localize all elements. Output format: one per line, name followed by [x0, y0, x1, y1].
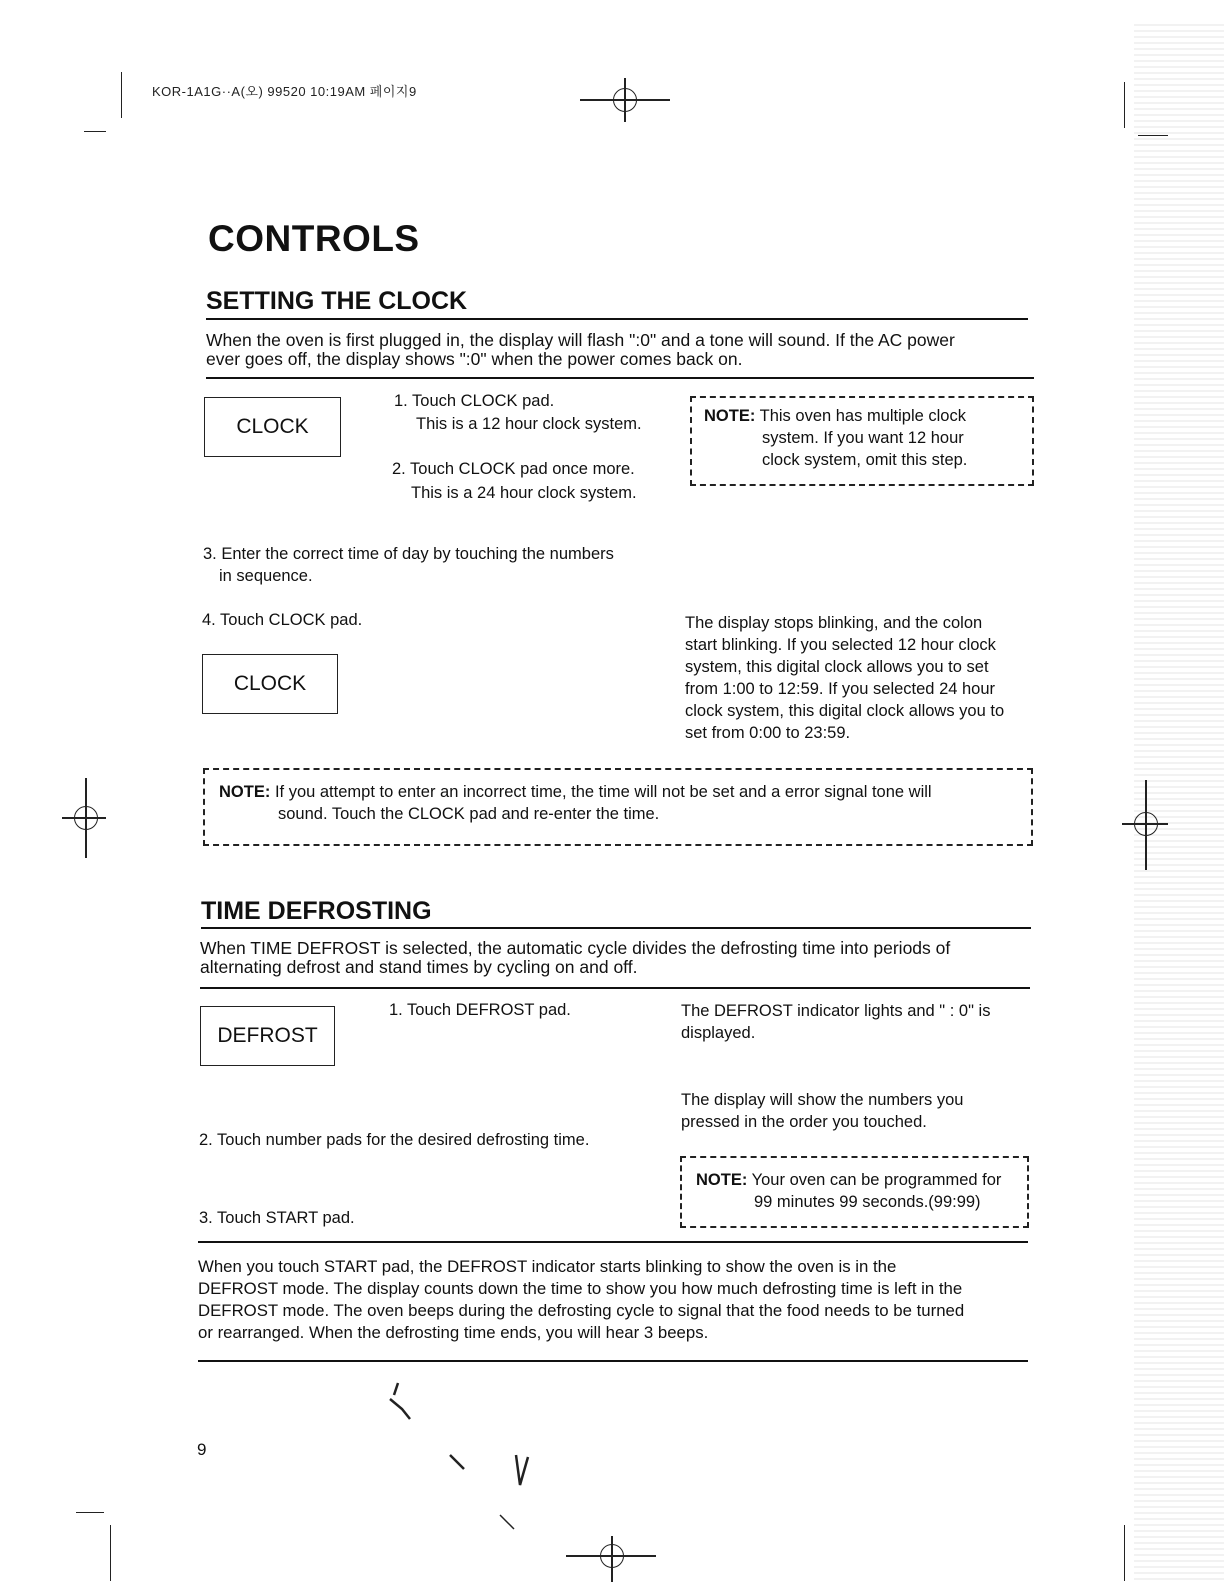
scan-artifact	[380, 1375, 560, 1535]
desc-line: clock system, this digital clock allows you to	[685, 702, 1005, 720]
defrost-step-3: 3. Touch START pad.	[199, 1209, 355, 1227]
desc-line: The display stops blinking, and the colon	[685, 614, 983, 632]
section-heading-defrost: TIME DEFROSTING	[201, 897, 432, 925]
crop-mark	[110, 1525, 111, 1581]
clock-step-3	[203, 543, 614, 587]
defrost-step-1-description	[681, 1000, 1031, 1044]
note-text: Your oven can be programmed for	[751, 1171, 1002, 1189]
section-heading-clock: SETTING THE CLOCK	[206, 287, 468, 315]
note-line	[696, 1169, 1027, 1191]
registration-mark-right	[1122, 780, 1168, 870]
note-label: NOTE:	[219, 783, 271, 801]
defrost-pad-illustration: DEFROST	[200, 1006, 335, 1066]
page-number: 9	[197, 1440, 207, 1459]
note-text: This oven has multiple clock	[759, 407, 966, 425]
divider	[198, 1360, 1028, 1362]
crop-mark	[1124, 82, 1125, 128]
desc-line: The display will show the numbers you	[681, 1091, 964, 1109]
divider	[201, 927, 1031, 929]
closing-line: DEFROST mode. The oven beeps during the defrosting cycle to signal that the food needs to be turned	[198, 1301, 965, 1320]
closing-line: When you touch START pad, the DEFROST indicator starts blinking to show the oven is in the	[198, 1257, 897, 1276]
defrost-closing-paragraph	[198, 1256, 1030, 1344]
registration-mark-left	[62, 778, 106, 858]
note-box-defrost-limit	[680, 1156, 1029, 1228]
clock-intro-line: ever goes off, the display shows ":0" when the power comes back on.	[206, 349, 743, 369]
clock-intro	[206, 329, 1036, 370]
note-line: sound. Touch the CLOCK pad and re-enter the time.	[278, 805, 660, 823]
clock-step-2: 2. Touch CLOCK pad once more.	[392, 460, 635, 478]
note-label: NOTE:	[696, 1171, 748, 1189]
crop-mark	[84, 131, 106, 132]
desc-line: pressed in the order you touched.	[681, 1113, 927, 1131]
closing-line: DEFROST mode. The display counts down the time to show you how much defrosting time is left in the	[198, 1279, 963, 1298]
note-line: system. If you want 12 hour	[762, 429, 964, 447]
print-header: KOR-1A1G··A(오) 99520 10:19AM 페이지9	[152, 84, 417, 99]
divider	[206, 377, 1034, 379]
clock-pad-illustration: CLOCK	[204, 397, 341, 457]
divider	[206, 318, 1028, 320]
defrost-step-2: 2. Touch number pads for the desired defrosting time.	[199, 1131, 590, 1149]
desc-line: system, this digital clock allows you to set	[685, 658, 989, 676]
note-line: 99 minutes 99 seconds.(99:99)	[754, 1193, 981, 1211]
step-line: in sequence.	[219, 567, 313, 585]
clock-step-4: 4. Touch CLOCK pad.	[202, 611, 363, 629]
clock-pad-illustration-2: CLOCK	[202, 654, 338, 714]
divider	[198, 1241, 1028, 1243]
note-label: NOTE:	[704, 407, 756, 425]
desc-line: displayed.	[681, 1024, 756, 1042]
clock-step-2-sub: This is a 24 hour clock system.	[411, 484, 637, 502]
clock-step-1-sub: This is a 12 hour clock system.	[416, 415, 642, 433]
note-text: If you attempt to enter an incorrect time, the time will not be set and a error signal tone will	[274, 783, 932, 801]
defrost-step-2-description	[681, 1089, 1031, 1133]
divider	[200, 987, 1030, 989]
defrost-intro	[200, 937, 1030, 978]
defrost-intro-line: alternating defrost and stand times by cycling on and off.	[200, 957, 638, 977]
crop-mark	[1124, 1525, 1125, 1581]
crop-mark	[76, 1512, 104, 1513]
desc-line: The DEFROST indicator lights and " : 0" is	[681, 1002, 991, 1020]
note-box-clock-system	[690, 396, 1034, 486]
note-line	[219, 781, 1031, 803]
desc-line: from 1:00 to 12:59. If you selected 24 hour	[685, 680, 996, 698]
desc-line: start blinking. If you selected 12 hour clock	[685, 636, 996, 654]
note-line: clock system, omit this step.	[762, 451, 968, 469]
crop-mark	[1138, 135, 1168, 136]
desc-line: set from 0:00 to 23:59.	[685, 724, 851, 742]
clock-intro-line: When the oven is first plugged in, the display will flash ":0" and a tone will sound. If the AC power	[206, 330, 955, 350]
defrost-intro-line: When TIME DEFROST is selected, the automatic cycle divides the defrosting time into periods of	[200, 938, 951, 958]
note-line	[704, 405, 1032, 427]
registration-mark-bottom	[566, 1536, 656, 1582]
crop-mark	[121, 72, 122, 118]
clock-step-1: 1. Touch CLOCK pad.	[394, 392, 555, 410]
registration-mark-top	[580, 78, 670, 122]
page-title: CONTROLS	[208, 218, 420, 259]
closing-line: or rearranged. When the defrosting time ends, you will hear 3 beeps.	[198, 1323, 709, 1342]
defrost-step-1: 1. Touch DEFROST pad.	[389, 1001, 571, 1019]
clock-step-4-description	[685, 612, 1035, 744]
note-box-incorrect-time	[203, 768, 1033, 846]
step-line: 3. Enter the correct time of day by touching the numbers	[203, 545, 614, 563]
